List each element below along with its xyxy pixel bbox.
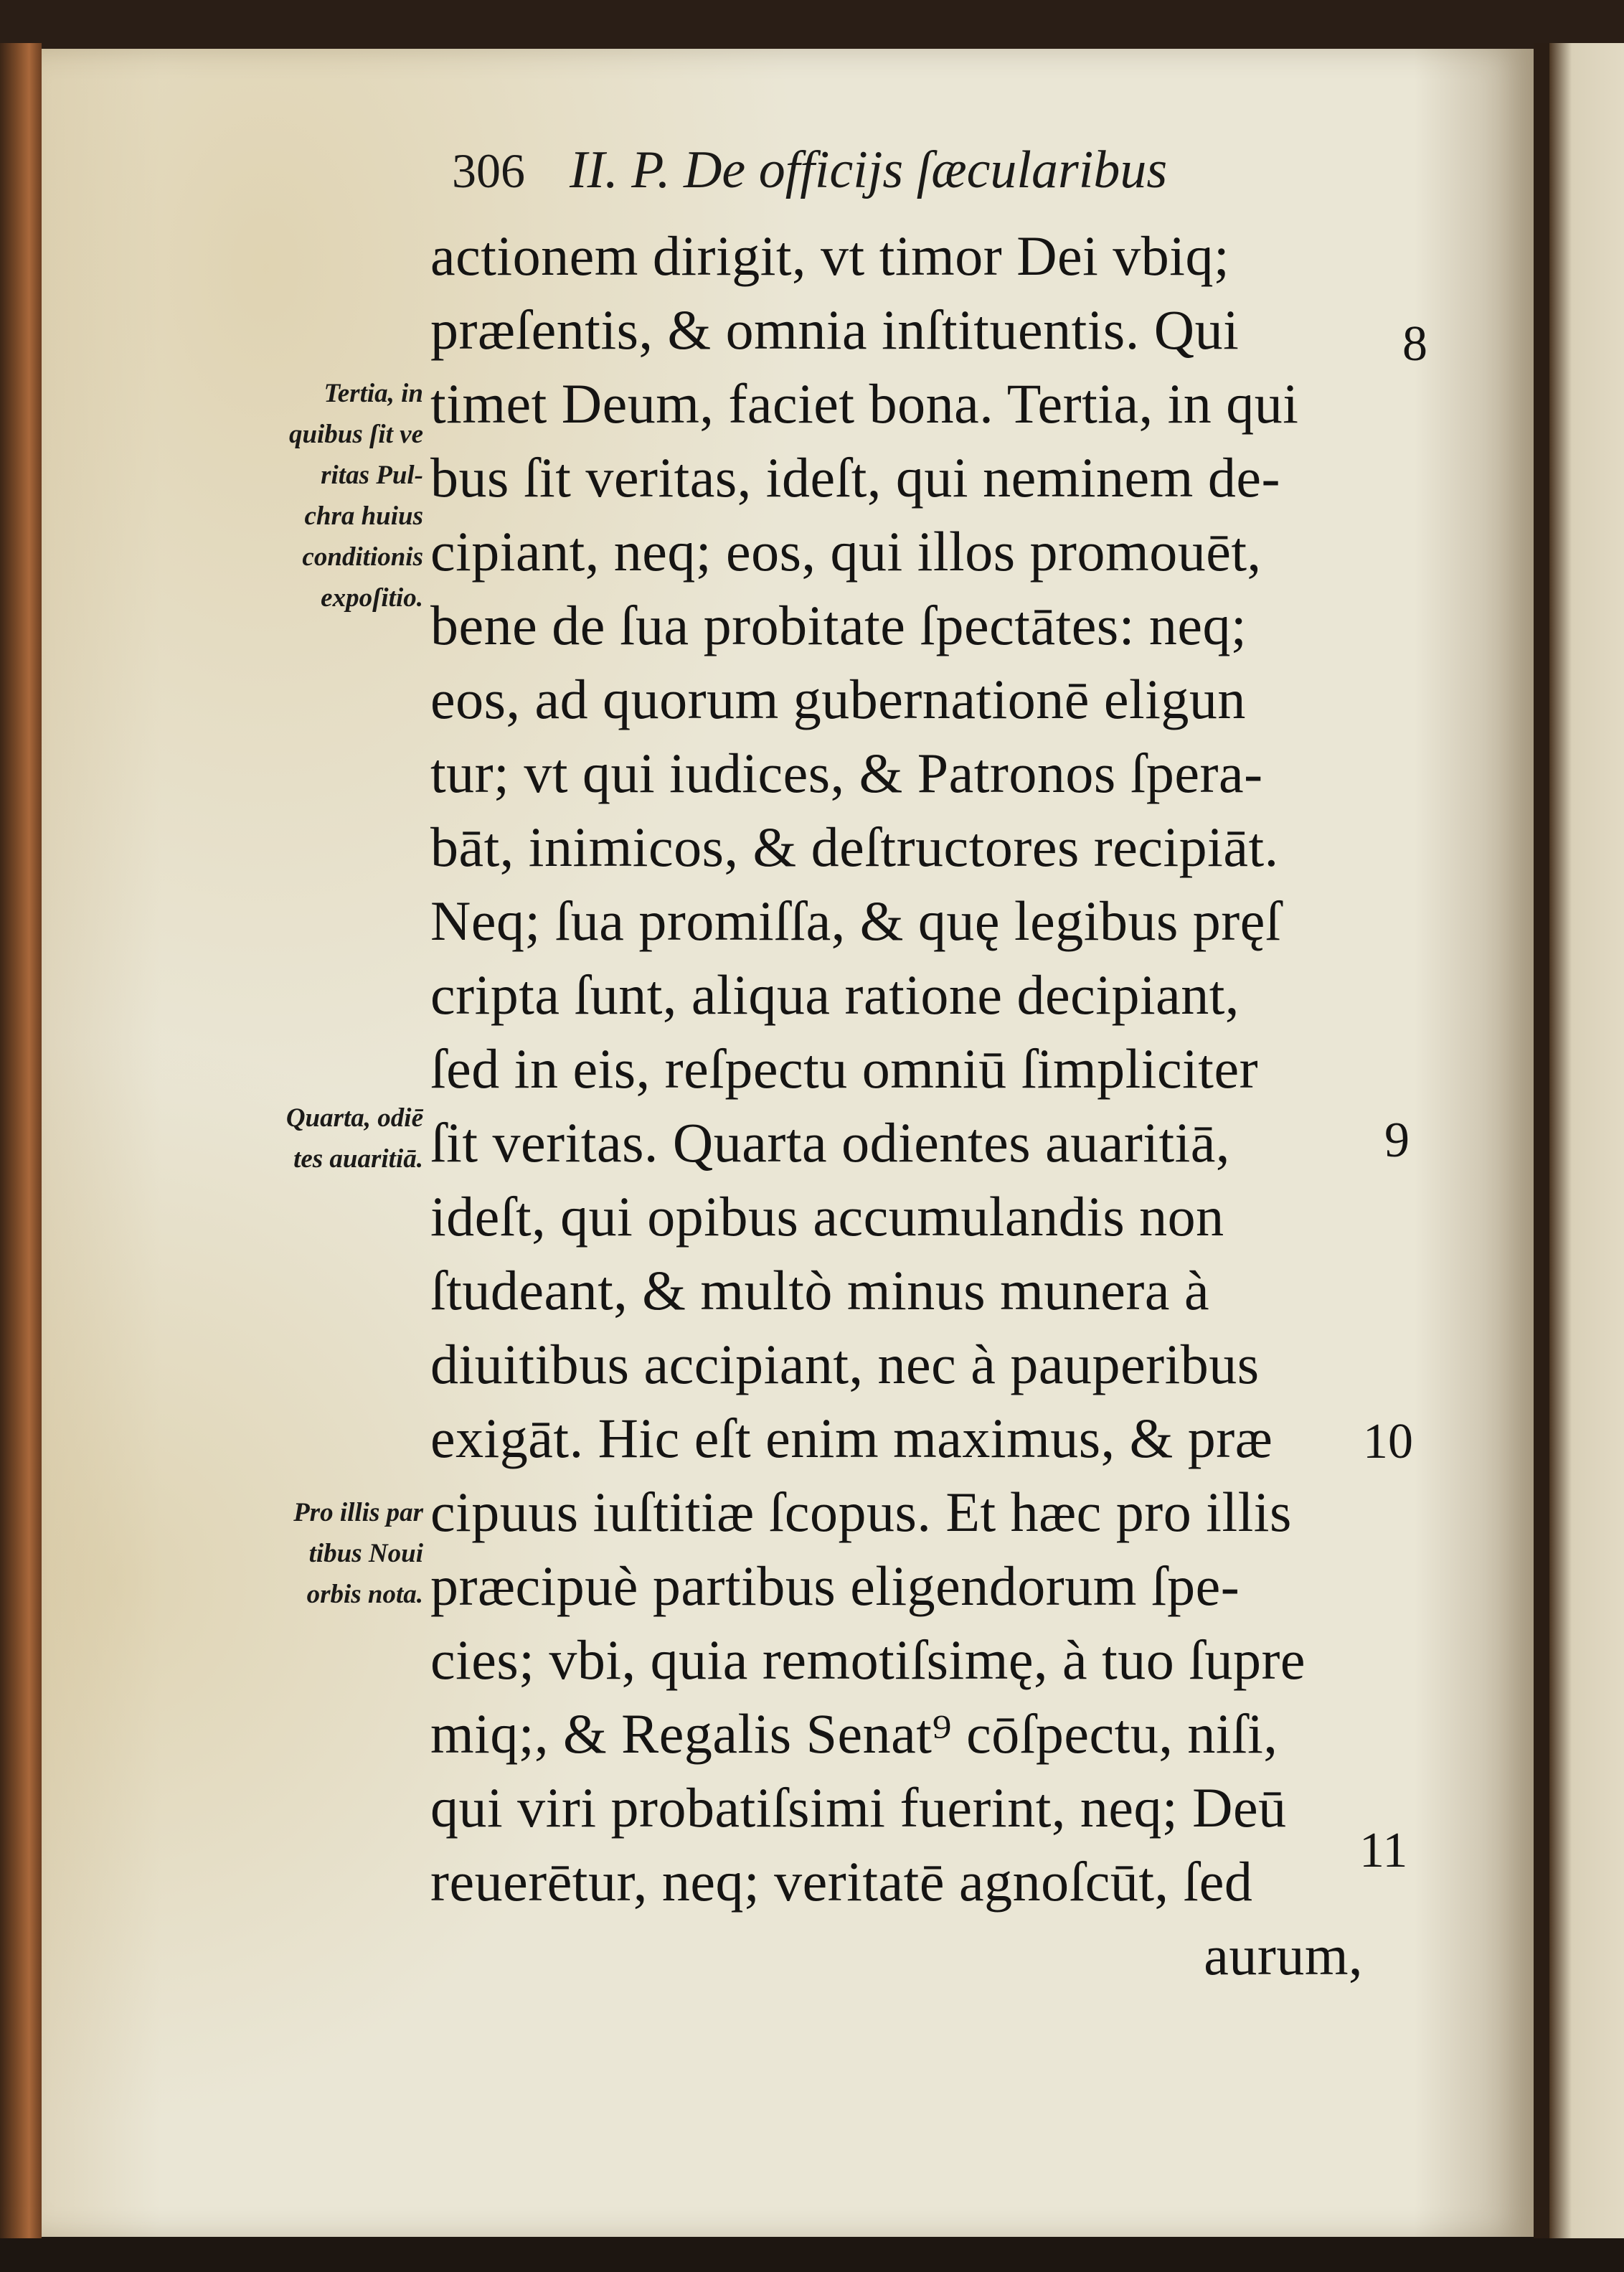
facing-page-edge [1549,43,1624,2238]
text-line: cipiant, neq; eos, qui illos promouēt, [430,520,1262,583]
running-title: II. P. De officijs ſæcularibus [570,141,1168,199]
text-line: exigāt. Hic eſt enim maximus, & præ [430,1407,1273,1469]
text-line: ſtudeant, & multò minus munera à [430,1259,1210,1321]
body-text [430,219,1363,1992]
text-line: miq;, & Regalis Senat⁹ cōſpectu, niſi, [430,1702,1278,1765]
text-line: ideſt, qui opibus accumulandis non [430,1185,1224,1248]
margin-note-quarta [179,1098,423,1179]
verse-number: 10 [1363,1414,1413,1469]
text-line: bus ſit veritas, ideſt, qui neminem de- [430,446,1280,509]
verse-number: 9 [1384,1113,1410,1168]
text-line: ſit veritas. Quarta odientes auaritiā, [430,1111,1230,1174]
margin-note-line: conditionis [302,542,423,572]
text-line: reuerētur, neq; veritatē agnoſcūt, ſed [430,1850,1253,1913]
text-line: actionem dirigit, vt timor Dei vbiq; [430,225,1230,287]
text-line: cies; vbi, quia remotiſsimę, à tuo ſupre [430,1628,1306,1691]
margin-note-line: tibus Noui [308,1539,423,1568]
margin-note-line: Tertia, in [324,379,423,408]
text-line: præcipuè partibus eligendorum ſpe- [430,1555,1240,1617]
text-line: timet Deum, faciet bona. Tertia, in qui [430,372,1299,435]
text-line: eos, ad quorum gubernationē eligun [430,668,1246,730]
book-gutter [1534,43,1549,2238]
running-head [452,140,1167,212]
text-line: cipuus iuſtitiæ ſcopus. Et hæc pro illis [430,1481,1292,1543]
verse-number: 11 [1359,1823,1408,1878]
text-line: Neq; ſua promiſſa, & quę legibus pręſ [430,890,1282,952]
text-line: diuitibus accipiant, nec à pauperibus [430,1333,1260,1395]
book-page-edges [0,43,42,2238]
text-line: præſentis, & omnia inſtituentis. Qui [430,298,1240,361]
text-line: bāt, inimicos, & deſtructores recipiāt. [430,816,1279,878]
text-line: cripta ſunt, aliqua ratione decipiant, [430,963,1240,1026]
margin-note-tertia [179,373,423,618]
text-line: bene de ſua probitate ſpectātes: neq; [430,594,1247,656]
text-line: qui viri probatiſsimi fuerint, neq; Deū [430,1776,1287,1839]
text-line: ſed in eis, reſpectu omniū ſimpliciter [430,1037,1259,1100]
margin-note-line: Pro illis par [293,1498,423,1527]
margin-note-line: ritas Pul- [321,461,423,490]
margin-note-line: tes auaritiā. [293,1144,423,1174]
verse-number: 8 [1402,316,1427,372]
text-line: tur; vt qui iudices, & Patronos ſpera- [430,742,1263,804]
margin-note-pro-illis [179,1492,423,1615]
margin-note-line: quibus ſit ve [288,420,423,449]
margin-note-line: orbis nota. [306,1580,423,1609]
margin-note-line: expoſitio. [321,583,423,613]
catchword: aurum, [1204,1924,1363,1986]
margin-note-line: chra huius [304,501,423,531]
margin-note-line: Quarta, odiē [285,1103,423,1133]
page-number: 306 [452,143,525,198]
